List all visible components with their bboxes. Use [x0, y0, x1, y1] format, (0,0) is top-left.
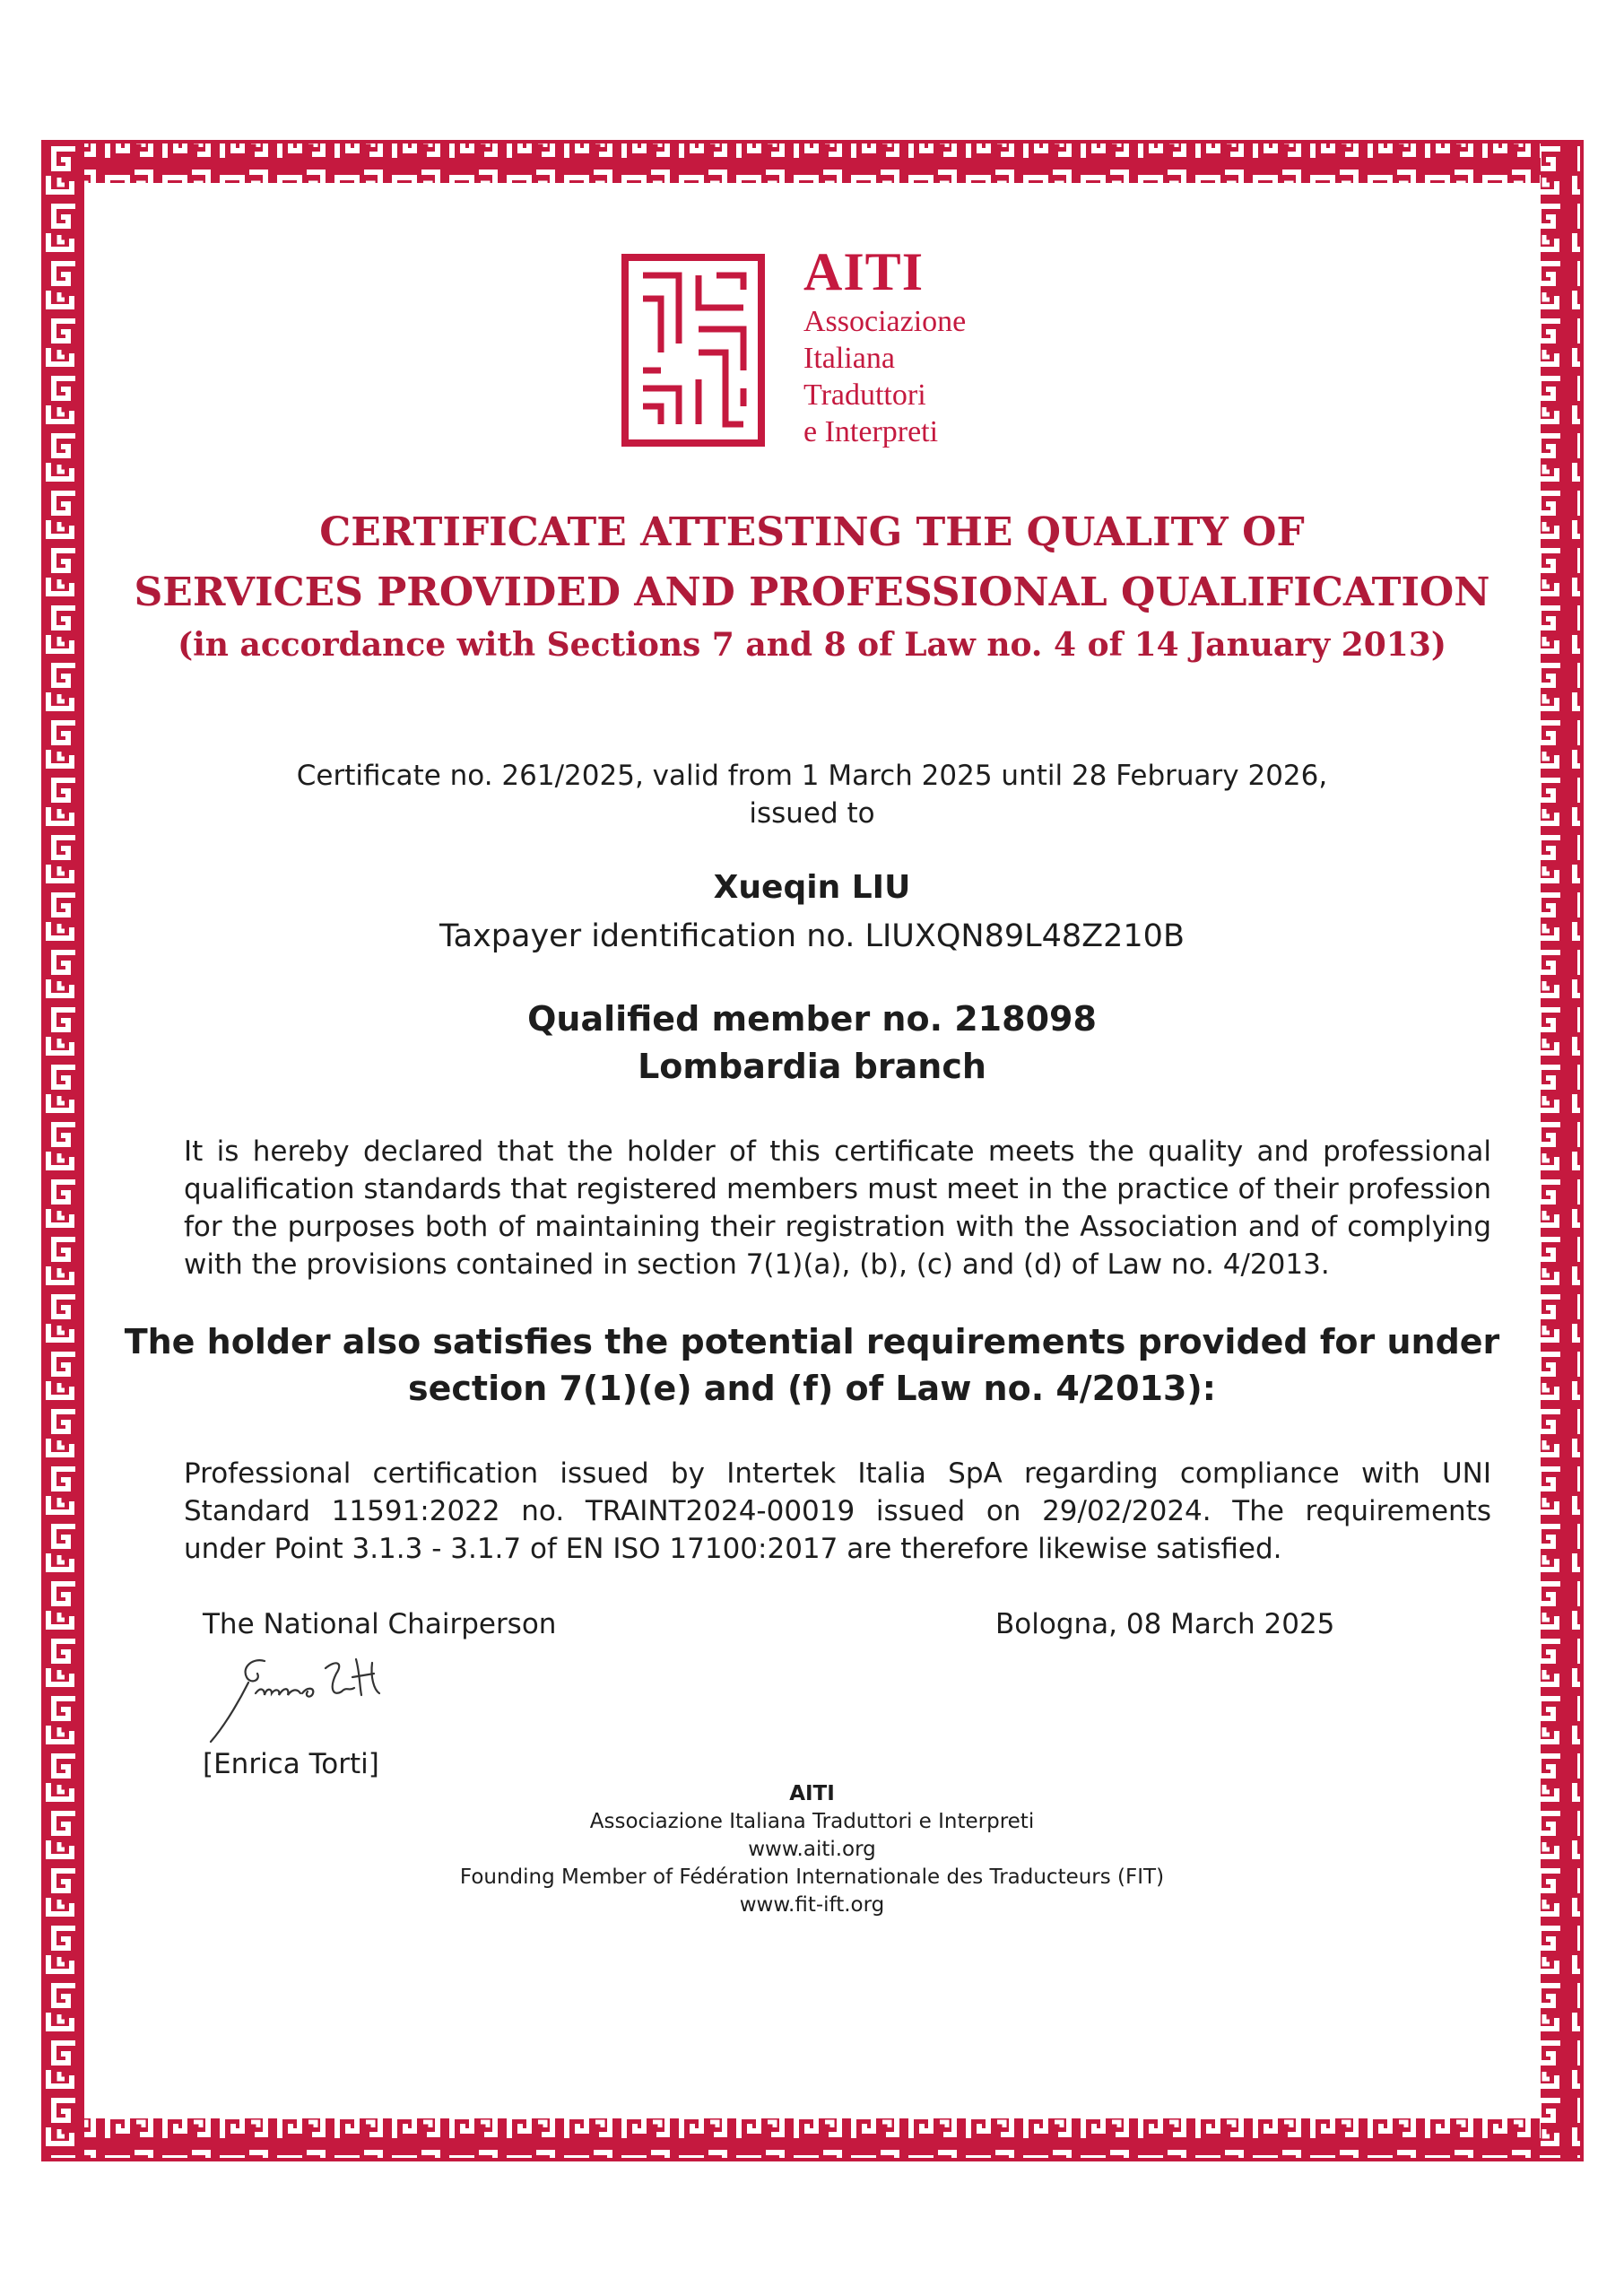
- chairperson-label: The National Chairperson: [203, 1608, 557, 1640]
- declaration-paragraph: [184, 1133, 1491, 1283]
- signatory-name: [Enrica Torti]: [203, 1748, 379, 1780]
- logo-line: Traduttori: [803, 378, 926, 412]
- certificate-subtitle: (in accordance with Sections 7 and 8 of Law no. 4 of 14 January 2013): [178, 626, 1446, 664]
- certificate-title-line-1: CERTIFICATE ATTESTING THE QUALITY OF: [319, 509, 1305, 555]
- logo-line: Associazione: [803, 305, 967, 338]
- requirements-heading-line-1: The holder also satisfies the potential requirements provided for under: [124, 1322, 1500, 1361]
- footer-fit-membership: Founding Member of Fédération Internationale des Traducteurs (FIT): [459, 1866, 1165, 1889]
- aiti-logo-mark-icon: [621, 254, 765, 447]
- declaration-line: with the provisions contained in section 7(1)(a), (b), (c) and (d) of Law no. 4/2013.: [184, 1248, 1330, 1281]
- logo-line: Italiana: [803, 342, 895, 375]
- taxpayer-id: Taxpayer identification no. LIUXQN89L48Z210B: [439, 918, 1185, 954]
- branch-name: Lombardia branch: [638, 1047, 986, 1086]
- certification-line: Professional certification issued by Intertek Italia SpA regarding compliance with UNI: [184, 1457, 1491, 1490]
- place-and-date: Bologna, 08 March 2025: [995, 1608, 1335, 1640]
- member-number: Qualified member no. 218098: [527, 999, 1097, 1039]
- declaration-line: for the purposes both of maintaining their registration with the Association and of complying: [184, 1211, 1491, 1243]
- certificate-title-line-2: SERVICES PROVIDED AND PROFESSIONAL QUALIFICATION: [134, 570, 1490, 615]
- footer-org-name: Associazione Italiana Traduttori e Interpreti: [589, 1810, 1035, 1833]
- logo-line: e Interpreti: [803, 415, 939, 448]
- declaration-line: qualification standards that registered members must meet in the practice of their profession: [184, 1173, 1491, 1205]
- requirements-heading-line-2: section 7(1)(e) and (f) of Law no. 4/2013):: [408, 1369, 1216, 1408]
- certification-line: under Point 3.1.3 - 3.1.7 of EN ISO 17100:2017 are therefore likewise satisfied.: [184, 1533, 1282, 1565]
- issued-to-label: issued to: [749, 797, 875, 830]
- holder-name: Xueqin LIU: [713, 869, 911, 906]
- certification-line: Standard 11591:2022 no. TRAINT2024-00019 issued on 29/02/2024. The requirements: [184, 1495, 1491, 1527]
- logo-name: AITI: [803, 242, 925, 301]
- footer-org: AITI: [789, 1782, 835, 1805]
- logo-wordmark: [803, 240, 966, 450]
- handwritten-signature: [202, 1641, 421, 1749]
- declaration-line: It is hereby declared that the holder of this certificate meets the quality and professional: [184, 1135, 1491, 1168]
- certificate-number: Certificate no. 261/2025, valid from 1 March 2025 until 28 February 2026,: [296, 760, 1328, 792]
- footer-fit-website: www.fit-ift.org: [739, 1893, 885, 1917]
- footer-website: www.aiti.org: [748, 1838, 876, 1861]
- professional-certification-paragraph: [184, 1455, 1491, 1568]
